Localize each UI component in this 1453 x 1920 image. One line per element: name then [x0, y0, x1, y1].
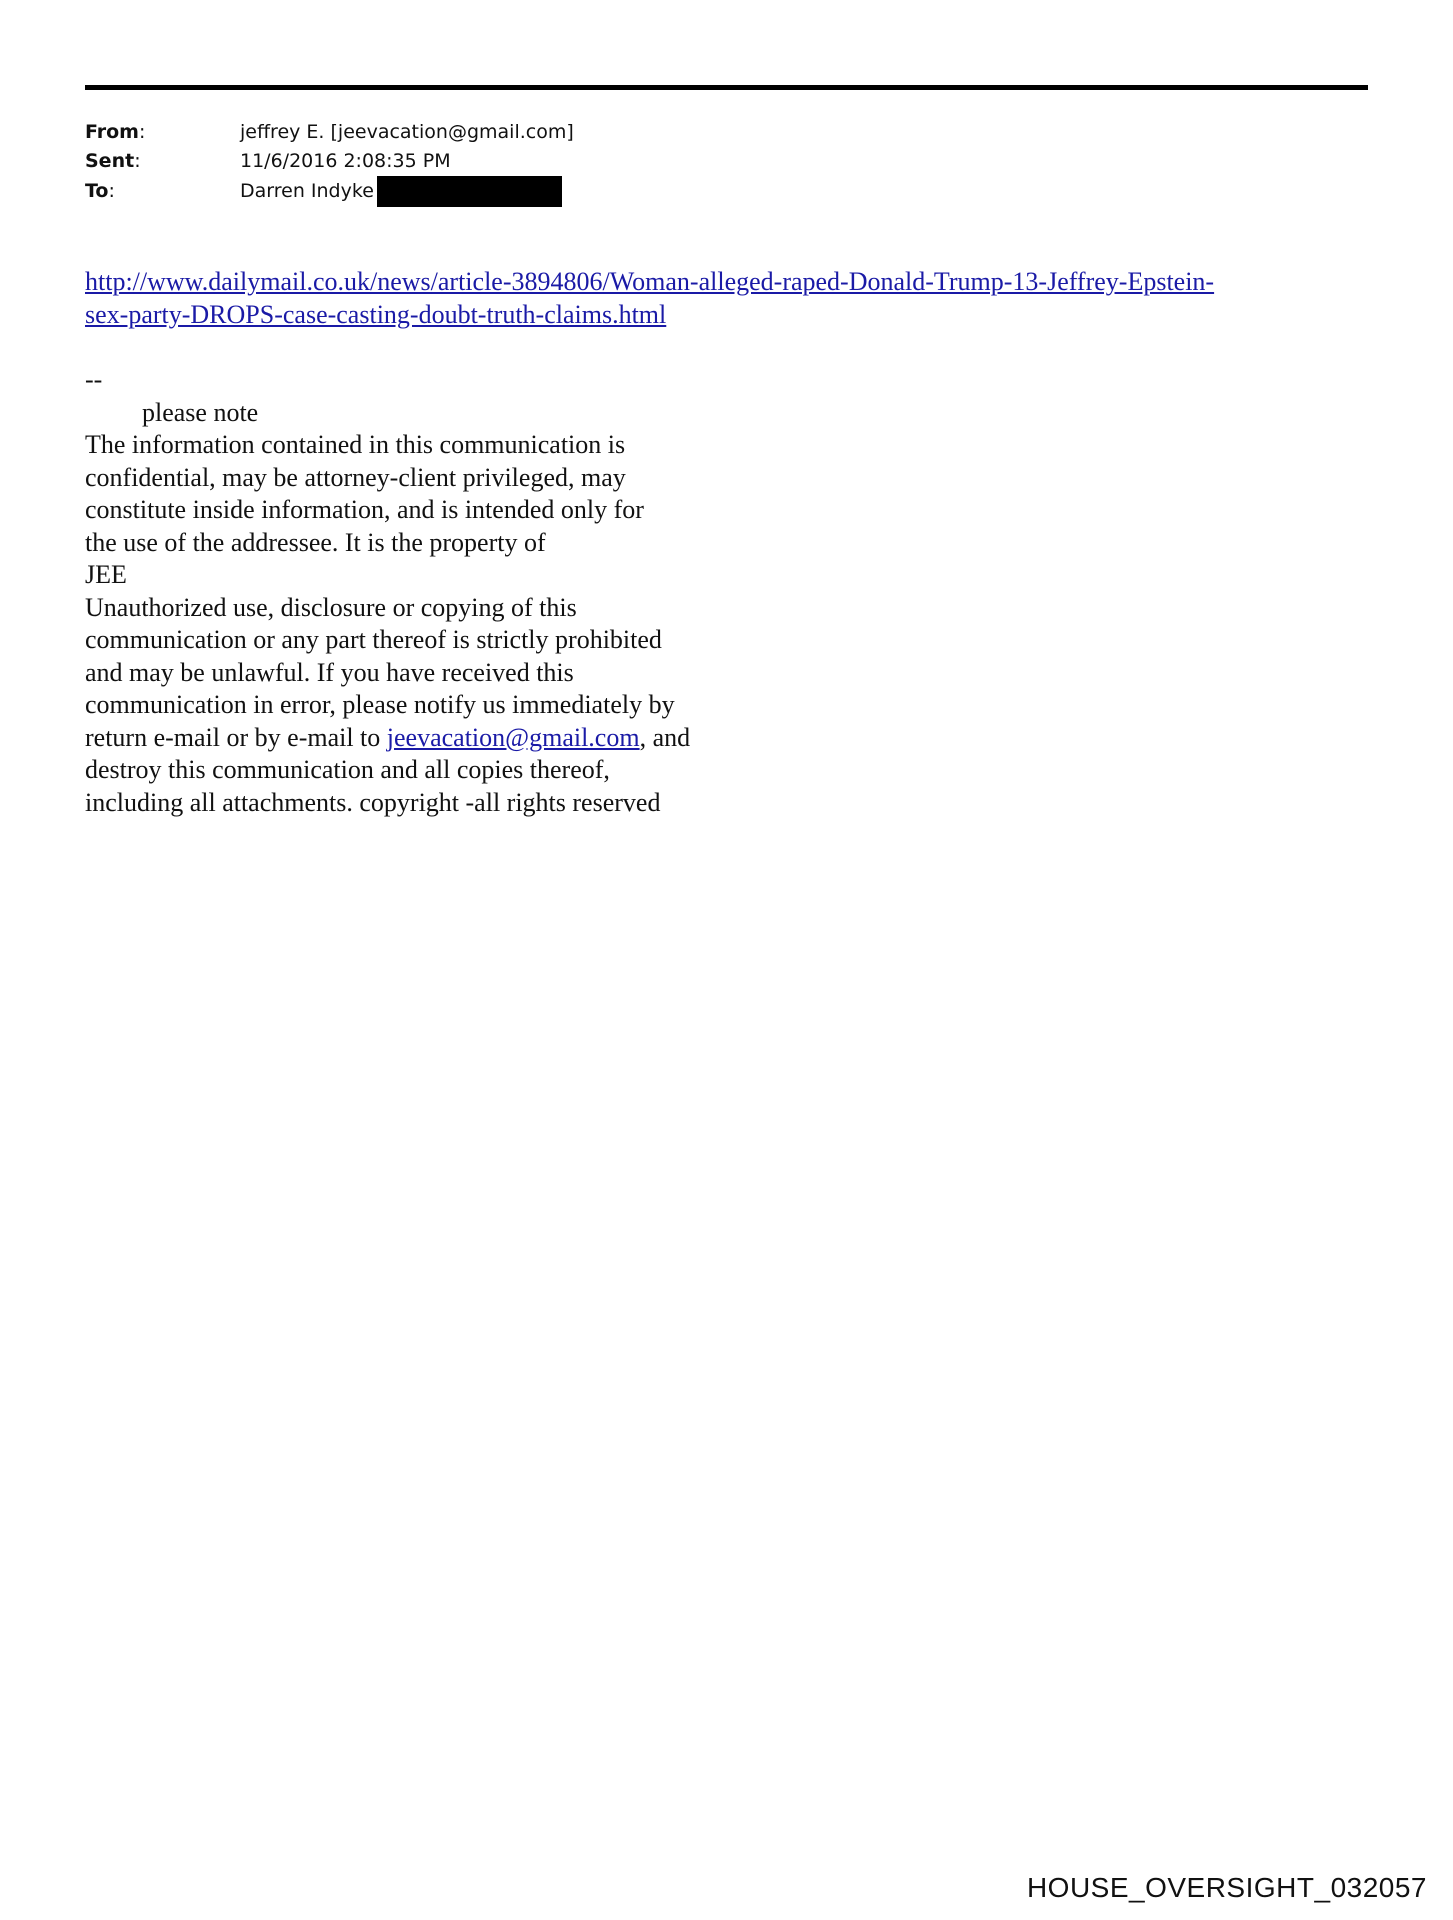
return-line-suffix: , and — [639, 722, 691, 752]
disclaimer-line: The information contained in this communication is — [85, 430, 626, 459]
article-link-line-1[interactable]: http://www.dailymail.co.uk/news/article-3894806/Woman-alleged-raped-Donald-Trump-13-Jeffrey-Epstein- — [85, 267, 1215, 296]
signature-separator: -- — [85, 365, 103, 394]
header-divider-rule — [85, 85, 1368, 90]
to-label: To — [85, 180, 109, 202]
return-line-prefix: return e-mail or by e-mail to — [85, 722, 387, 752]
disclaimer-line: JEE — [85, 560, 127, 589]
disclaimer-line: including all attachments. copyright -all rights reserved — [85, 787, 661, 817]
disclaimer-line: Unauthorized use, disclosure or copying of this — [85, 592, 577, 622]
please-note-text: please note — [142, 398, 259, 427]
disclaimer-line: and may be unlawful. If you have received this — [85, 657, 574, 687]
from-label: From — [85, 121, 139, 143]
disclaimer-line: communication in error, please notify us immediately by — [85, 690, 675, 719]
redaction-box — [377, 176, 562, 207]
disclaimer-line: the use of the addressee. It is the property of — [85, 527, 546, 557]
disclaimer-line: confidential, may be attorney-client privileged, may — [85, 462, 626, 492]
to-value: Darren Indyke — [240, 180, 374, 202]
disclaimer-line: constitute inside information, and is intended only for — [85, 495, 644, 524]
bates-number: HOUSE_OVERSIGHT_032057 — [1026, 1872, 1427, 1903]
email-header — [85, 118, 574, 207]
disclaimer-line: communication or any part thereof is strictly prohibited — [85, 625, 662, 654]
disclaimer-line-return — [85, 722, 690, 755]
from-value: jeffrey E. [jeevacation@gmail.com] — [240, 121, 574, 143]
confidentiality-disclaimer — [85, 429, 690, 819]
sent-label: Sent — [85, 150, 135, 172]
sent-value: 11/6/2016 2:08:35 PM — [240, 150, 451, 172]
from-row: From: jeffrey E. [jeevacation@gmail.com] — [85, 118, 574, 147]
sent-row: Sent: 11/6/2016 2:08:35 PM — [85, 147, 574, 176]
article-link-line-2[interactable]: sex-party-DROPS-case-casting-doubt-truth-claims.html — [85, 299, 667, 329]
article-link[interactable] — [85, 266, 1385, 331]
disclaimer-line: destroy this communication and all copies thereof, — [85, 755, 610, 784]
email-link[interactable]: jeevacation@gmail.com — [386, 722, 640, 752]
to-row: To: Darren Indyke — [85, 176, 574, 207]
